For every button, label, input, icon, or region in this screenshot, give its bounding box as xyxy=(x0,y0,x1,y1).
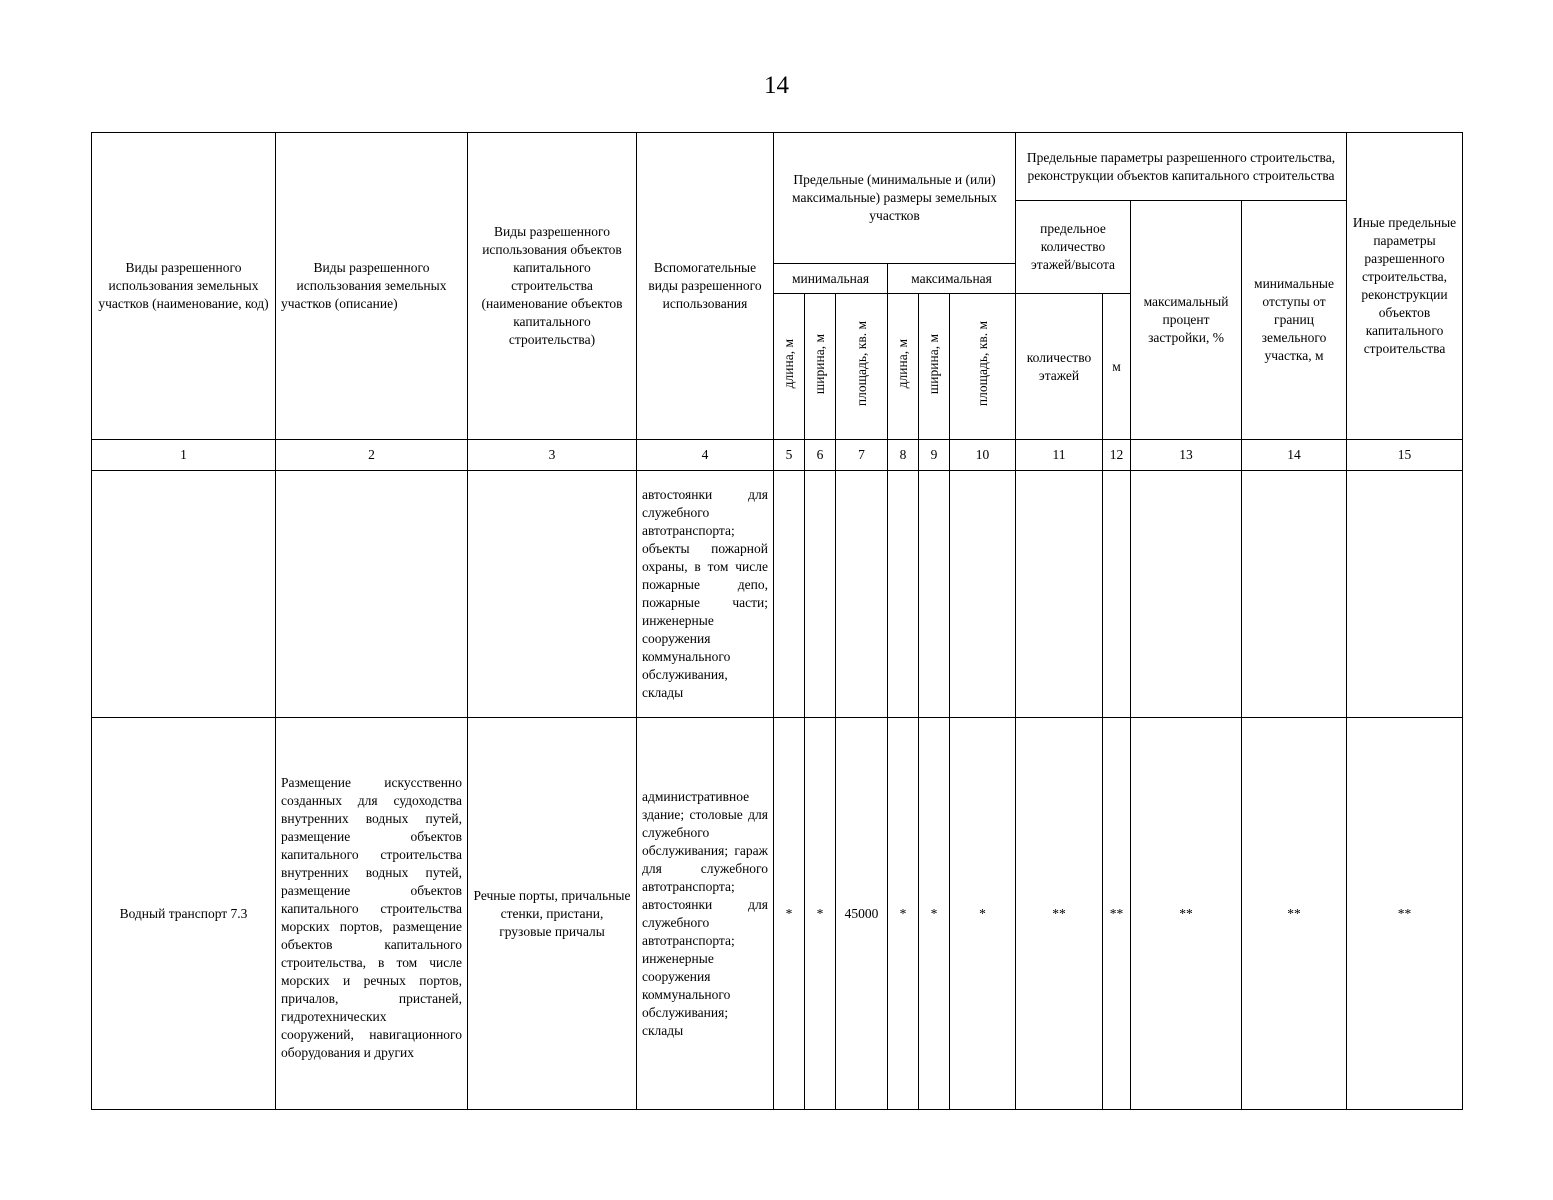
cell-max-percent: ** xyxy=(1131,718,1242,1110)
cell-min-area xyxy=(836,471,888,718)
cell-min-setbacks: ** xyxy=(1242,718,1347,1110)
header-plot-sizes-group: Предельные (минимальные и (или) максимальные) размеры земельных участков xyxy=(774,133,1016,264)
cell-max-length: * xyxy=(888,718,919,1110)
cell-min-length: * xyxy=(774,718,805,1110)
header-max-percent: максимальный процент застройки, % xyxy=(1131,201,1242,440)
header-other-params: Иные предельные параметры разрешенного строительства, реконструкции объектов капитального строительства xyxy=(1347,133,1463,440)
column-number: 8 xyxy=(888,440,919,471)
cell-max-area: * xyxy=(950,718,1016,1110)
cell-max-width: * xyxy=(919,718,950,1110)
column-number: 10 xyxy=(950,440,1016,471)
cell-max-percent xyxy=(1131,471,1242,718)
cell-land-use-name: Водный транспорт 7.3 xyxy=(92,718,276,1110)
column-number: 15 xyxy=(1347,440,1463,471)
column-number: 11 xyxy=(1016,440,1103,471)
header-col1: Виды разрешенного использования земельных участков (наименование, код) xyxy=(92,133,276,440)
cell-max-width xyxy=(919,471,950,718)
cell-min-setbacks xyxy=(1242,471,1347,718)
table-row xyxy=(92,471,1463,718)
header-maximal: максимальная xyxy=(888,264,1016,294)
header-max-width: ширина, м xyxy=(919,294,950,440)
cell-land-use-name xyxy=(92,471,276,718)
column-number: 4 xyxy=(637,440,774,471)
header-col3: Виды разрешенного использования объектов капитального строительства (наименование объектов капитального строительства) xyxy=(468,133,637,440)
cell-capital-objects: Речные порты, причальные стенки, пристани, грузовые причалы xyxy=(468,718,637,1110)
column-number: 1 xyxy=(92,440,276,471)
header-min-area: площадь, кв. м xyxy=(836,294,888,440)
header-min-setbacks: минимальные отступы от границ земельного участка, м xyxy=(1242,201,1347,440)
header-max-length: длина, м xyxy=(888,294,919,440)
column-number: 7 xyxy=(836,440,888,471)
column-number: 12 xyxy=(1103,440,1131,471)
header-min-width: ширина, м xyxy=(805,294,836,440)
cell-min-length xyxy=(774,471,805,718)
cell-floors-count: ** xyxy=(1016,718,1103,1110)
table-row xyxy=(92,718,1463,1110)
cell-min-width xyxy=(805,471,836,718)
header-max-area: площадь, кв. м xyxy=(950,294,1016,440)
column-number: 2 xyxy=(276,440,468,471)
column-number: 13 xyxy=(1131,440,1242,471)
cell-land-use-description: Размещение искусственно созданных для судоходства внутренних водных путей, размещение объектов капитального строительства внутренних водных путей, размещение объектов капитального строительства морских портов, размещение объектов капитального строительства, в том числе морских и речных портов, причалов, пристаней, гидротехнических сооружений, навигационного оборудования и других xyxy=(276,718,468,1110)
header-col2: Виды разрешенного использования земельных участков (описание) xyxy=(276,133,468,440)
cell-other-params: ** xyxy=(1347,718,1463,1110)
land-use-regulations-table xyxy=(91,132,1463,1110)
cell-height-m: ** xyxy=(1103,718,1131,1110)
column-number: 5 xyxy=(774,440,805,471)
header-floors-count: количество этажей xyxy=(1016,294,1103,440)
column-number: 9 xyxy=(919,440,950,471)
cell-auxiliary-uses: автостоянки для служебного автотранспорта; объекты пожарной охраны, в том числе пожарные депо, пожарные части; инженерные сооружения коммунального обслуживания, склады xyxy=(637,471,774,718)
cell-height-m xyxy=(1103,471,1131,718)
header-floors-group: предельное количество этажей/высота xyxy=(1016,201,1131,294)
column-numbers-row xyxy=(92,440,1463,471)
page-number: 14 xyxy=(764,72,789,99)
cell-min-area: 45000 xyxy=(836,718,888,1110)
cell-land-use-description xyxy=(276,471,468,718)
column-number: 3 xyxy=(468,440,637,471)
cell-auxiliary-uses: административное здание; столовые для служебного обслуживания; гараж для служебного автотранспорта; автостоянки для служебного автотранспорта; инженерные сооружения коммунального обслуживания; склады xyxy=(637,718,774,1110)
cell-max-area xyxy=(950,471,1016,718)
cell-floors-count xyxy=(1016,471,1103,718)
cell-min-width: * xyxy=(805,718,836,1110)
header-col4: Вспомогательные виды разрешенного использования xyxy=(637,133,774,440)
header-meters: м xyxy=(1103,294,1131,440)
header-min-length: длина, м xyxy=(774,294,805,440)
header-minimal: минимальная xyxy=(774,264,888,294)
column-number: 14 xyxy=(1242,440,1347,471)
header-build-params-group: Предельные параметры разрешенного строительства, реконструкции объектов капитального строительства xyxy=(1016,133,1347,201)
cell-capital-objects xyxy=(468,471,637,718)
cell-other-params xyxy=(1347,471,1463,718)
cell-max-length xyxy=(888,471,919,718)
column-number: 6 xyxy=(805,440,836,471)
